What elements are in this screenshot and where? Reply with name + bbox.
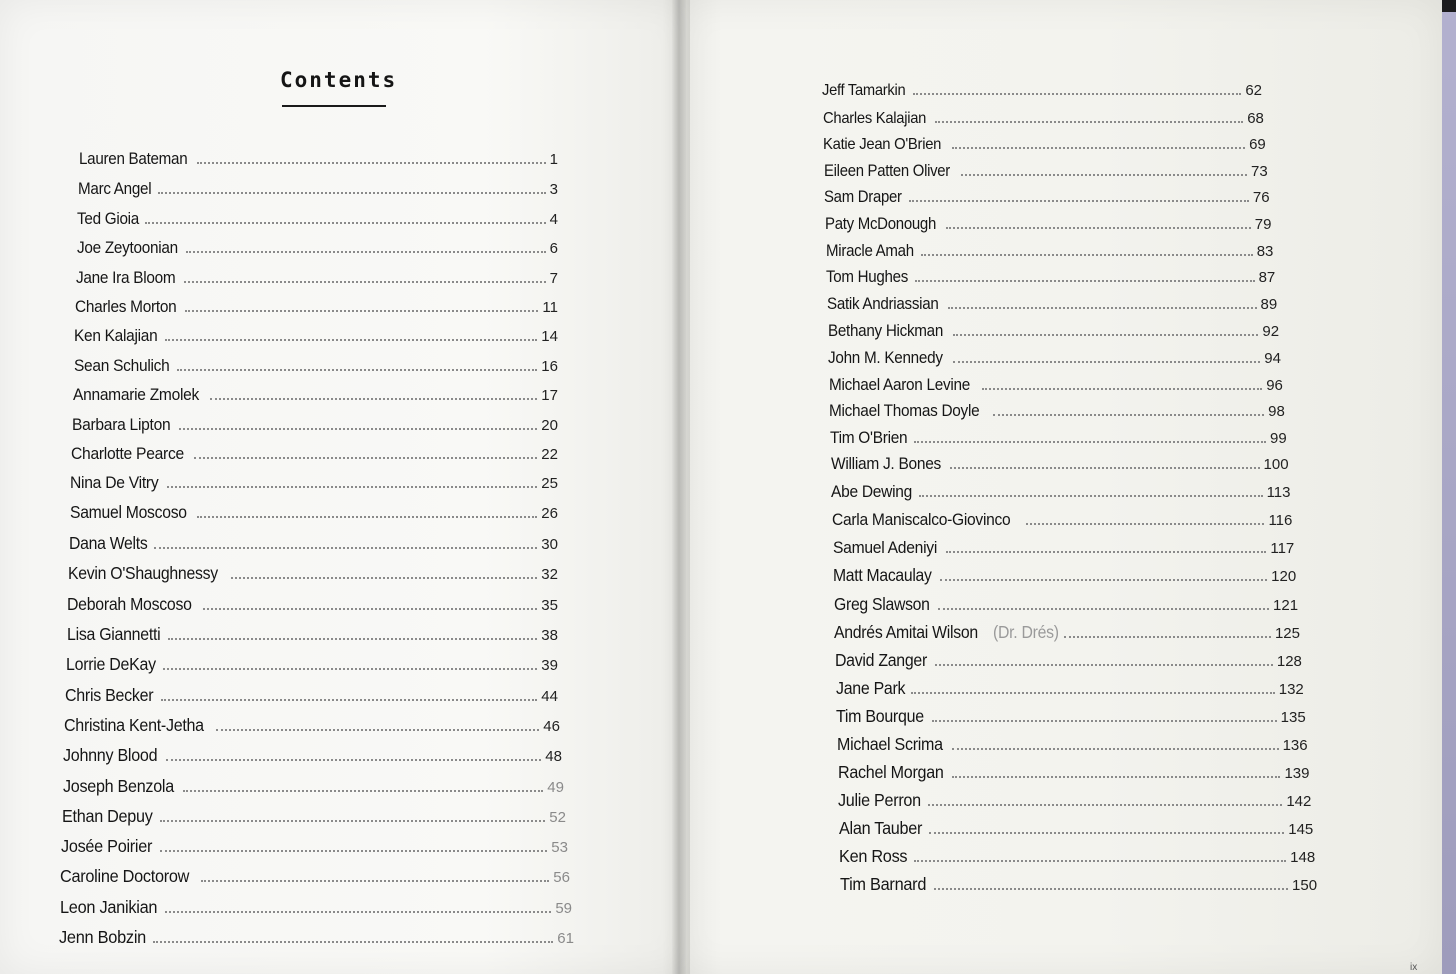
dot-leader: [948, 307, 1256, 309]
toc-entry-name: Lauren Bateman: [79, 150, 188, 168]
dot-leader: [938, 608, 1269, 610]
book-gutter: [672, 0, 686, 974]
toc-entry-page-number: 89: [1260, 295, 1278, 313]
toc-entry-name: Eileen Patten Oliver: [823, 161, 950, 180]
dot-leader: [913, 93, 1242, 95]
dot-leader: [160, 850, 547, 852]
dot-leader: [911, 692, 1275, 694]
toc-entry-name: Lisa Giannetti: [66, 624, 160, 644]
dot-leader: [160, 820, 545, 822]
toc-entry-name: Jane Ira Bloom: [75, 267, 176, 287]
toc-entry-name: Tim O'Brien: [830, 427, 908, 447]
dot-leader: [919, 495, 1262, 497]
toc-entry: [834, 594, 1298, 618]
dot-leader: [909, 200, 1249, 202]
dot-leader: [914, 441, 1266, 443]
dot-leader: [932, 720, 1277, 722]
dot-leader: [934, 888, 1288, 890]
toc-entry-page-number: 94: [1264, 350, 1281, 367]
toc-entry: [824, 188, 1269, 212]
toc-entry: [833, 566, 1296, 590]
toc-entry-name: Marc Angel: [78, 179, 152, 199]
toc-entry: [829, 375, 1283, 399]
toc-entry-page-number: 49: [547, 778, 564, 796]
toc-entry-page-number: 120: [1271, 568, 1297, 586]
toc-entry-page-number: 128: [1276, 653, 1302, 671]
toc-entry: [827, 295, 1277, 319]
toc-entry-page-number: 73: [1251, 162, 1268, 180]
toc-entry-page-number: 39: [541, 657, 558, 675]
toc-entry-page-number: 22: [541, 446, 558, 463]
toc-entry: [828, 348, 1281, 372]
toc-entry-page-number: 135: [1280, 709, 1306, 727]
toc-entry: [61, 836, 568, 860]
toc-entry-name: Andrés Amitai Wilson: [834, 622, 979, 643]
toc-entry-page-number: 148: [1290, 849, 1316, 867]
toc-entry: [71, 444, 558, 468]
dot-leader: [993, 414, 1264, 416]
toc-entry-page-number: 25: [541, 475, 558, 493]
toc-entry-page-number: 125: [1274, 625, 1300, 643]
title-underline: [282, 105, 386, 107]
toc-entry: [59, 927, 574, 951]
toc-entry-name: Jenn Bobzin: [58, 927, 146, 947]
toc-entry-page-number: 14: [541, 328, 558, 346]
dot-leader: [168, 638, 537, 640]
dot-leader: [914, 860, 1287, 862]
toc-entry: [60, 866, 570, 890]
toc-entry-name: Christina Kent-Jetha: [64, 714, 205, 735]
dot-leader: [953, 361, 1260, 363]
toc-entry-page-number: 117: [1270, 540, 1295, 558]
dot-leader: [921, 254, 1252, 256]
left-page: [0, 0, 690, 974]
dot-leader: [154, 547, 537, 549]
dot-leader: [203, 608, 538, 610]
dot-leader: [167, 486, 538, 488]
toc-entry-page-number: 17: [541, 387, 558, 405]
toc-entry: [822, 82, 1262, 106]
toc-entry-page-number: 7: [549, 269, 558, 287]
dot-leader: [1026, 523, 1265, 525]
toc-entry: [823, 135, 1266, 159]
toc-entry: [830, 428, 1287, 452]
toc-entry-page-number: 56: [553, 869, 570, 887]
dot-leader: [915, 280, 1254, 282]
toc-entry: [75, 297, 558, 321]
toc-entry-page-number: 150: [1292, 877, 1318, 895]
toc-entry-page-number: 44: [541, 687, 558, 705]
toc-entry-page-number: 121: [1273, 597, 1299, 615]
toc-entry: [836, 706, 1305, 730]
toc-entry-page-number: 99: [1269, 429, 1287, 447]
toc-entry: [74, 356, 558, 380]
toc-entry-name: Kevin O'Shaughnessy: [68, 563, 218, 584]
toc-entry: [839, 846, 1315, 870]
toc-entry: [831, 454, 1289, 478]
toc-entry-name: Joe Zeytoonian: [76, 238, 178, 258]
dot-leader: [210, 398, 538, 400]
toc-entry-name: Chris Becker: [64, 684, 154, 705]
toc-entry: [826, 242, 1274, 266]
toc-entry-name: Ethan Depuy: [61, 805, 153, 826]
toc-entry: [66, 654, 558, 678]
dot-leader: [161, 699, 537, 701]
dot-leader: [952, 776, 1280, 778]
toc-entry-name: Paty McDonough: [825, 215, 937, 233]
toc-entry-page-number: 20: [541, 416, 558, 434]
toc-entry-name: Julie Perron: [838, 790, 921, 811]
toc-entry-page-number: 87: [1258, 269, 1276, 287]
toc-entry: [79, 150, 558, 174]
toc-entry-name: Michael Scrima: [836, 734, 943, 755]
toc-entry-name: Barbara Lipton: [71, 414, 171, 434]
toc-entry: [68, 563, 558, 587]
page-folio: ix: [1410, 962, 1418, 973]
toc-entry: [62, 806, 566, 830]
toc-entry-page-number: 35: [541, 596, 558, 614]
toc-entry: [833, 538, 1295, 562]
toc-entry-page-number: 116: [1268, 512, 1293, 530]
toc-entry-page-number: 79: [1254, 216, 1272, 233]
toc-entry-page-number: 1: [549, 151, 558, 168]
toc-entry: [838, 790, 1311, 814]
toc-entry-name: Samuel Adeniyi: [832, 538, 937, 558]
toc-entry-page-number: 6: [549, 240, 558, 258]
toc-entry-page-number: 53: [551, 839, 568, 857]
toc-entry-page-number: 139: [1284, 765, 1310, 783]
dot-leader: [185, 310, 538, 312]
toc-entry-page-number: 76: [1252, 189, 1270, 207]
toc-entry: [67, 624, 558, 648]
toc-entry-name: Charles Morton: [75, 297, 177, 316]
toc-entry: [834, 622, 1300, 646]
toc-entry-page-number: 38: [541, 627, 558, 644]
dot-leader: [201, 880, 550, 882]
toc-entry: [837, 734, 1308, 758]
toc-entry-name: Annamarie Zmolek: [72, 385, 199, 405]
toc-entry-name: Tim Bourque: [836, 706, 925, 727]
toc-entry: [826, 268, 1275, 292]
dot-leader: [165, 339, 537, 341]
dot-leader: [179, 428, 537, 430]
toc-entry: [63, 776, 564, 800]
dot-leader: [946, 227, 1251, 229]
toc-entry-page-number: 61: [557, 930, 574, 947]
dot-leader: [166, 759, 541, 761]
toc-entry: [839, 818, 1314, 842]
page-title: Contents: [280, 68, 398, 92]
toc-entry-name: Michael Aaron Levine: [828, 374, 970, 394]
toc-entry: [825, 215, 1271, 239]
toc-entry-page-number: 96: [1266, 376, 1283, 394]
toc-entry-name: Greg Slawson: [833, 594, 930, 615]
toc-entry-name: John M. Kennedy: [828, 348, 943, 367]
toc-entry-name: Tim Barnard: [839, 874, 927, 895]
toc-entry-name: Jane Park: [835, 678, 905, 699]
toc-entry: [838, 762, 1310, 786]
toc-entry-name: Ken Ross: [839, 846, 908, 867]
dot-leader: [165, 911, 551, 913]
toc-entry-name: Caroline Doctorow: [60, 866, 190, 887]
toc-entry: [840, 874, 1317, 898]
dot-leader: [982, 388, 1262, 390]
toc-entry-name: Samuel Moscoso: [69, 502, 187, 522]
toc-entry: [836, 678, 1304, 702]
toc-entry: [65, 685, 558, 709]
toc-entry-page-number: 16: [541, 357, 558, 375]
dot-leader: [940, 579, 1267, 581]
toc-entry-name: Johnny Blood: [63, 745, 158, 766]
dot-leader: [153, 941, 553, 943]
toc-entry-page-number: 26: [541, 504, 558, 522]
toc-entry-name: Carla Maniscalco-Giovinco: [831, 510, 1011, 530]
dot-leader: [1064, 636, 1271, 638]
toc-entry: [73, 385, 558, 409]
toc-entry-name: Katie Jean O'Brien: [823, 135, 942, 154]
toc-entry-name: William J. Bones: [830, 454, 941, 474]
toc-entry-page-number: 68: [1247, 109, 1264, 127]
toc-entry: [67, 594, 558, 618]
toc-entry-page-number: 30: [541, 536, 558, 554]
toc-entry-name: Lorrie DeKay: [65, 654, 156, 675]
toc-entry-page-number: 100: [1263, 456, 1289, 474]
dot-leader: [163, 668, 537, 670]
toc-entry: [77, 238, 558, 262]
toc-entry: [824, 162, 1268, 186]
toc-entry: [828, 321, 1280, 345]
toc-entry: [70, 473, 558, 497]
toc-entry-page-number: 113: [1266, 484, 1291, 502]
toc-entry-name: Joseph Benzola: [62, 775, 174, 796]
toc-entry: [832, 510, 1292, 534]
toc-entry-page-number: 52: [549, 808, 566, 826]
toc-entry-name: Bethany Hickman: [827, 321, 943, 341]
toc-entry: [76, 268, 558, 292]
toc-entry: [835, 650, 1302, 674]
dot-leader: [216, 729, 539, 731]
toc-entry-name: Ken Kalajian: [74, 326, 158, 346]
toc-entry: [64, 715, 560, 739]
dot-leader: [950, 467, 1259, 469]
toc-entry-page-number: 92: [1262, 323, 1280, 341]
toc-entry-name: Rachel Morgan: [837, 762, 944, 783]
toc-entry-page-number: 46: [543, 717, 560, 735]
toc-entry-page-number: 48: [545, 748, 562, 766]
toc-entry-page-number: 3: [549, 181, 558, 199]
toc-entry-name: Leon Janikian: [59, 896, 157, 917]
toc-entry: [60, 897, 573, 921]
dot-leader: [928, 804, 1282, 806]
toc-entry: [829, 401, 1284, 425]
toc-entry-name: Sean Schulich: [73, 355, 170, 375]
toc-entry-page-number: 11: [542, 299, 558, 316]
dot-leader: [953, 334, 1259, 336]
toc-entry-name: Charles Kalajian: [822, 108, 926, 127]
toc-entry-name: Tom Hughes: [826, 268, 909, 287]
toc-entry-name: Josée Poirier: [61, 836, 153, 857]
toc-entry-name: Deborah Moscoso: [67, 593, 192, 614]
toc-entry-name: Satik Andriassian: [826, 294, 939, 313]
toc-entry-page-number: 98: [1268, 403, 1285, 421]
toc-entry: [831, 482, 1290, 506]
toc-entry: [70, 503, 558, 527]
toc-entry-name: Charlotte Pearce: [71, 444, 185, 463]
dot-leader: [194, 457, 537, 459]
toc-entry: [63, 745, 562, 769]
dot-leader: [184, 281, 546, 283]
toc-entry-page-number: 59: [555, 899, 572, 917]
dot-leader: [961, 174, 1247, 176]
toc-entry: [72, 415, 558, 439]
dot-leader: [231, 577, 537, 579]
toc-entry-page-number: 32: [541, 566, 558, 584]
dot-leader: [197, 162, 546, 164]
toc-entry-name: Jeff Tamarkin: [822, 82, 906, 99]
dot-leader: [935, 121, 1244, 123]
toc-entry-name: Matt Macaulay: [833, 566, 932, 586]
dot-leader: [158, 192, 546, 194]
toc-entry: [78, 179, 558, 203]
toc-entry-name: Nina De Vitry: [70, 473, 159, 493]
toc-entry-page-number: 4: [549, 210, 558, 228]
toc-entry: [77, 209, 558, 233]
toc-entry-name: Michael Thomas Doyle: [829, 401, 980, 421]
dot-leader: [197, 516, 538, 518]
toc-entry-name-suffix: (Dr. Drés): [992, 622, 1059, 643]
toc-entry-page-number: 142: [1286, 793, 1312, 811]
dot-leader: [177, 369, 537, 371]
dot-leader: [952, 748, 1279, 750]
toc-entry-page-number: 145: [1288, 821, 1314, 839]
toc-entry: [823, 109, 1264, 133]
toc-entry-page-number: 132: [1278, 681, 1304, 699]
toc-entry-name: Alan Tauber: [838, 818, 922, 839]
dot-leader: [929, 832, 1284, 834]
dot-leader: [935, 664, 1273, 666]
toc-entry-name: Abe Dewing: [831, 482, 913, 502]
toc-entry: [74, 326, 558, 350]
toc-entry-name: Ted Gioia: [77, 208, 140, 228]
dot-leader: [946, 551, 1267, 553]
toc-entry-name: Sam Draper: [824, 188, 903, 207]
toc-entry-page-number: 69: [1249, 136, 1266, 154]
toc-entry-name: David Zanger: [835, 650, 927, 671]
toc-entry: [69, 533, 558, 557]
dot-leader: [183, 790, 543, 792]
toc-entry-page-number: 136: [1282, 737, 1308, 755]
dot-leader: [186, 251, 545, 253]
dot-leader: [952, 147, 1245, 149]
dot-leader: [145, 222, 546, 224]
toc-entry-page-number: 83: [1256, 242, 1274, 260]
toc-entry-name: Miracle Amah: [825, 241, 914, 260]
toc-entry-page-number: 62: [1245, 82, 1262, 99]
toc-entry-name: Dana Welts: [68, 533, 148, 554]
